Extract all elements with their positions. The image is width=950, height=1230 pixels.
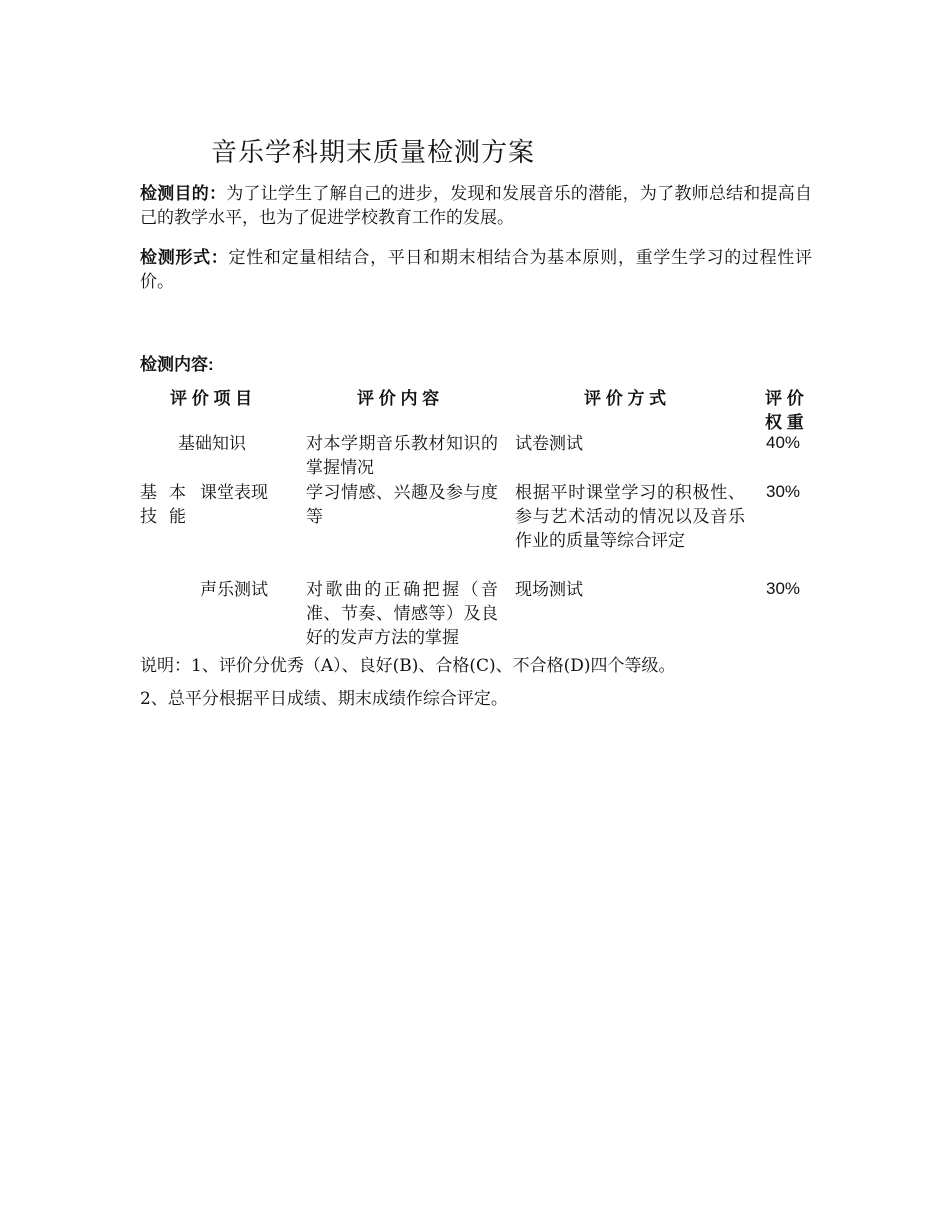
content-section-label: 检测内容: [140,355,214,374]
note-line-1: 说明：1、评价分优秀（A）、良好(B)、合格(C)、不合格(D)四个等级。 [140,656,676,676]
row-content: 对歌曲的正确把握（音准、节奏、情感等）及良好的发声方法的掌握 [306,580,498,648]
header-content: 评 价 内 容 [357,389,440,408]
purpose-paragraph [140,182,812,230]
row-weight: 40% [766,433,801,452]
row-weight: 30% [766,482,801,501]
header-item: 评 价 项 目 [170,389,253,408]
form-label: 检测形式： [140,248,229,267]
header-weight-line2: 权 重 [765,413,804,432]
purpose-text: 为了让学生了解自己的进步，发现和发展音乐的潜能，为了教师总结和提高自己的教学水平，也为了促进学校教育工作的发展。 [140,184,813,228]
row-weight: 30% [766,579,801,598]
document-title: 音乐学科期末质量检测方案 [211,138,536,168]
purpose-label: 检测目的： [140,184,227,203]
row-method: 现场测试 [515,580,583,600]
row-item: 基础知识 [178,434,246,454]
row-method: 根据平时课堂学习的积极性、参与艺术活动的情况以及音乐作业的质量等综合评定 [515,483,745,551]
form-text: 定性和定量相结合，平日和期末相结合为基本原则，重学生学习的过程性评价。 [140,248,813,292]
form-paragraph [140,246,812,294]
group-label: 基本技能 [140,483,186,527]
row-content: 学习情感、兴趣及参与度等 [306,483,498,527]
row-content: 对本学期音乐教材知识的掌握情况 [306,434,498,478]
row-method: 试卷测试 [515,434,583,454]
note-line-2: 2、总平分根据平日成绩、期末成绩作综合评定。 [140,689,508,709]
header-method: 评 价 方 式 [584,389,667,408]
row-item: 课堂表现 [200,483,268,503]
header-weight-line1: 评 价 [765,389,804,408]
row-item: 声乐测试 [200,580,268,600]
